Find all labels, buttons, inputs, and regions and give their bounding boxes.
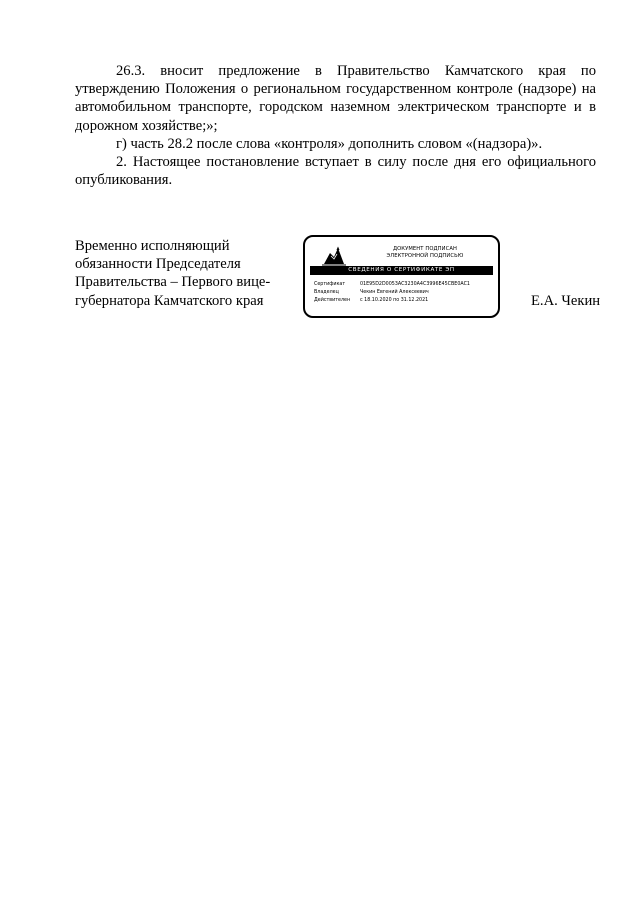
signatory-position-line: Временно исполняющий (75, 238, 230, 254)
kamchatka-emblem-icon (320, 244, 348, 268)
stamp-row-validity (314, 298, 428, 304)
paragraph-clause-26-3: 26.3. вносит предложение в Правительство Камчатского края по утверждению Положения о региональном государственном контроле (надзоре) на автомобильном транспорте, городском наземном электрическом транспорте и в дорожном хозяйстве;»; (75, 63, 596, 134)
stamp-certificate-bar: СВЕДЕНИЯ О СЕРТИФИКАТЕ ЭП (310, 266, 493, 275)
signatory-name: Е.А. Чекин (531, 293, 601, 309)
stamp-row-certificate (314, 282, 470, 288)
paragraph-amendment-28-2: г) часть 28.2 после слова «контроля» дополнить словом «(надзора)». (116, 135, 543, 152)
paragraph-entry-into-force: 2. Настоящее постановление вступает в силу после дня его официального опубликования. (75, 154, 596, 189)
electronic-signature-stamp (303, 235, 500, 318)
stamp-header-line: ЭЛЕКТРОННОЙ ПОДПИСЬЮ (386, 253, 464, 259)
stamp-header (360, 246, 490, 260)
stamp-row-label: Действителен (314, 298, 351, 303)
stamp-row-label: Сертификат (314, 282, 346, 287)
signatory-position-line: обязанности Председателя (75, 256, 241, 273)
stamp-row-value: Чекин Евгений Алексеевич (360, 290, 429, 295)
signatory-position-line: Правительства – Первого вице- (75, 274, 271, 291)
stamp-row-owner (314, 290, 429, 296)
stamp-row-value: 01E95D2D0053AC3230A4C3996E45CBE0AC1 (360, 282, 470, 287)
signatory-position (75, 237, 290, 310)
stamp-header-line: ДОКУМЕНТ ПОДПИСАН (392, 246, 458, 252)
stamp-row-value: с 18.10.2020 по 31.12.2021 (360, 298, 429, 303)
stamp-row-label: Владелец (314, 290, 339, 295)
signatory-position-line: губернатора Камчатского края (75, 292, 264, 309)
document-body (75, 62, 596, 189)
